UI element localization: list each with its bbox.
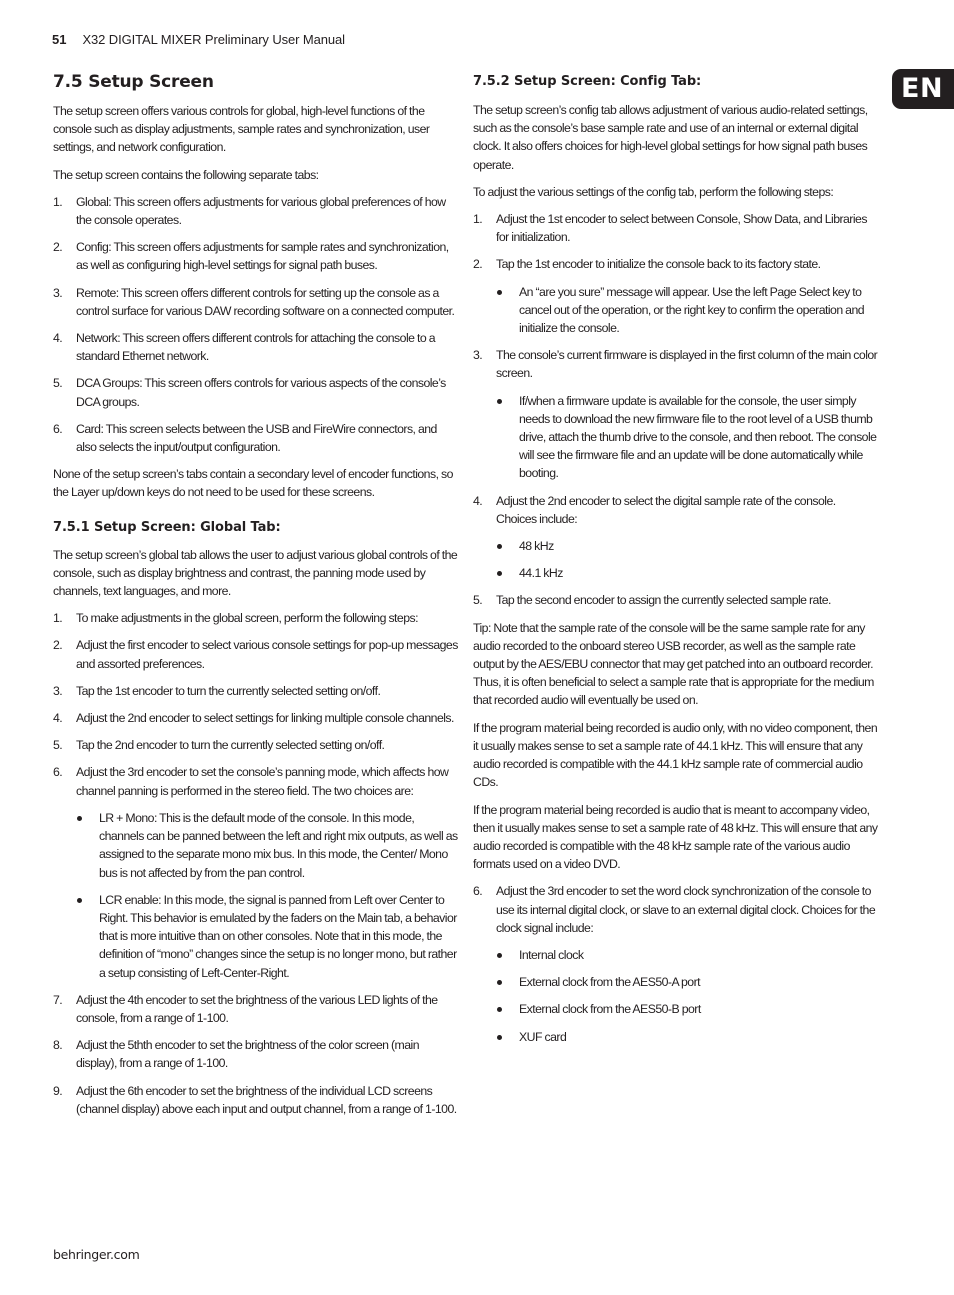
global-steps-list — [53, 609, 458, 1118]
list-item: 2. Config: This screen offers adjustments for sample rates and synchronization, as well as configuring high-level settings for signal path buses. — [53, 240, 449, 273]
section-title: 7.5 Setup Screen — [53, 72, 214, 92]
list-item: 2. Adjust the first encoder to select various console settings for pop-up messages and assorted preferences. — [53, 638, 458, 671]
clock-steps-list — [473, 882, 878, 1045]
global-intro-paragraph: The setup screen’s global tab allows the user to adjust various global controls of the console, such as display brightness and contrast, the panning mode used by channels, text languages, and more. — [53, 547, 458, 599]
left-column — [53, 70, 458, 1127]
clock-source-list — [496, 946, 878, 1046]
sample-rate-list — [496, 537, 878, 582]
list-item: 6. Card: This screen selects between the USB and FireWire connectors, and also selects the input/output configuration. — [53, 421, 437, 455]
list-item: 1. Global: This screen offers adjustments for various global preferences of how the console operates. — [53, 194, 446, 228]
page-header — [52, 31, 345, 49]
list-item: 3. Tap the 1st encoder to turn the currently selected setting on/off. — [53, 683, 381, 698]
bullet-icon — [497, 399, 502, 404]
bullet-icon — [497, 1035, 502, 1040]
tabs-note-paragraph: None of the setup screen’s tabs contain a secondary level of encoder functions, so the Layer up/down keys do not need to be used for these screens. — [53, 467, 453, 500]
list-item: 5. Tap the second encoder to assign the currently selected sample rate. — [473, 593, 831, 608]
bullet-icon — [497, 571, 502, 576]
bullet-item: XUF card — [496, 1028, 878, 1046]
list-item: 3. Remote: This screen offers different controls for setting up the console as a control surface for various DAW recording software on a connected computer. — [53, 285, 455, 318]
bullet-item: 48 kHz — [496, 537, 878, 555]
bullet-item: External clock from the AES50-A port — [496, 973, 878, 991]
page-number: 51 — [52, 32, 67, 47]
config-steps-intro-paragraph: To adjust the various settings of the config tab, perform the following steps: — [473, 184, 834, 199]
language-tab: EN — [892, 69, 954, 109]
bullet-icon — [497, 290, 502, 295]
bullet-item: 44.1 kHz — [496, 564, 878, 582]
bullet-item: LR + Mono: This is the default mode of the console. In this mode, channels can be panned between the left and right mix outputs, as well as assigned to the separate mono mix bus. In this mode, the Center/ Mono bus is not affected by from the pan control. — [76, 809, 458, 882]
list-item: 3. The console’s current firmware is displayed in the first column of the main color screen. If/when a firmware update is available for the console, the user simply needs to download the new firmware file to the root level of a USB thumb drive, attach the thumb drive to the console, and then reboot. The console will see the firmware file and an update will be done automatically while booting. — [473, 346, 878, 482]
bullet-item: If/when a firmware update is available for the console, the user simply needs to download the new firmware file to the root level of a USB thumb drive, attach the thumb drive to the console, and then reboot. The console will see the firmware file and an update will be done automatically while booting. — [496, 392, 878, 483]
pan-mode-list — [76, 809, 458, 982]
list-item: 4. Adjust the 2nd encoder to select settings for linking multiple console channels. — [53, 711, 454, 726]
list-item: 2. Tap the 1st encoder to initialize the console back to its factory state. An “are you sure” message will appear. Use the left Page Select key to cancel out of the operation, or the right key to confirm the operation and initialize the console. — [473, 255, 878, 337]
list-item: 4. Network: This screen offers different controls for attaching the console to a standard Ethernet network. — [53, 331, 435, 364]
footer-website: behringer.com — [53, 1247, 140, 1262]
bullet-item: An “are you sure” message will appear. Use the left Page Select key to cancel out of the operation, or the right key to confirm the operation and initialize the console. — [496, 283, 878, 338]
bullet-icon — [497, 1007, 502, 1012]
list-item: 6. Adjust the 3rd encoder to set the word clock synchronization of the console to use its internal digital clock, or slave to an external digital clock. Choices for the clock signal include: Internal clock External clock from the AES50-A port External clock from the AES50-B port XUF card — [473, 882, 878, 1045]
bullet-icon — [497, 953, 502, 958]
list-item: 7. Adjust the 4th encoder to set the brightness of the various LED lights of the console, from a range of 1-100. — [53, 992, 438, 1025]
confirm-bullet-list — [496, 283, 878, 338]
config-tab-title: 7.5.2 Setup Screen: Config Tab: — [473, 74, 702, 89]
bullet-item: External clock from the AES50-B port — [496, 1000, 878, 1018]
list-item: 5. Tap the 2nd encoder to turn the currently selected setting on/off. — [53, 738, 385, 753]
list-item: 5. DCA Groups: This screen offers controls for various aspects of the console’s DCA groups. — [53, 376, 446, 409]
list-item: 4. Adjust the 2nd encoder to select the digital sample rate of the console. Choices include: 48 kHz 44.1 kHz — [473, 492, 878, 583]
bullet-icon — [77, 898, 82, 903]
global-tab-title: 7.5.1 Setup Screen: Global Tab: — [53, 519, 281, 535]
bullet-item: LCR enable: In this mode, the signal is panned from Left over Center to Right. This behavior is emulated by the faders on the Main tab, a behavior that is more intuitive than on other consoles. Note that in this mode, the definition of “mono” changes since the setup is no longer mono, but rather a setup consisting of Left-Center-Right. — [76, 891, 458, 982]
config-steps-list — [473, 210, 878, 610]
audio-only-paragraph: If the program material being recorded is audio only, with no video component, then it usually makes sense to set a sample rate of 44.1 kHz. This will ensure that any audio recorded is compatible with the 44.1 kHz sample rate of commercial audio CDs. — [473, 720, 878, 790]
list-item: 8. Adjust the 5thth encoder to set the brightness of the color screen (main display), from a range of 1-100. — [53, 1038, 420, 1071]
list-item: 9. Adjust the 6th encoder to set the brightness of the individual LCD screens (channel display) above each input and output channel, from a range of 1-100. — [53, 1083, 457, 1116]
bullet-icon — [497, 980, 502, 985]
list-item: 6. Adjust the 3rd encoder to set the console’s panning mode, which affects how channel panning is performed in the stereo field. The two choices are: LR + Mono: This is the default mode of the console. In this mode, channels can be panned between the left and right mix outputs, as well as assigned to the separate mono mix bus. In this mode, the Center/ Mono bus is not affected by from the pan control. LCR enable: In this mode, the signal is panned from Left over Center to Right. This behavior is emulated by the faders on the Main tab, a behavior that is more intuitive than on other consoles. Note that in this mode, the definition of “mono” changes since the setup is no longer mono, but rather a setup consisting of Left-Center-Right. — [53, 763, 458, 981]
video-paragraph: If the program material being recorded is audio that is meant to accompany video, then it usually makes sense to set a sample rate of 48 kHz. This will ensure that any audio recorded is compatible with the 48 kHz sample rate of the various audio formats used on a video DVD. — [473, 802, 878, 872]
tabs-intro-paragraph: The setup screen contains the following separate tabs: — [53, 167, 319, 182]
list-item: 1. To make adjustments in the global screen, perform the following steps: — [53, 611, 418, 626]
manual-title: X32 DIGITAL MIXER Preliminary User Manual — [82, 32, 345, 47]
firmware-bullet-list — [496, 392, 878, 483]
config-intro-paragraph: The setup screen’s config tab allows adjustment of various audio-related settings, such as the console’s base sample rate and use of an internal or external digital clock. It also offers choices for high-level global settings for how signal path buses operate. — [473, 103, 868, 172]
list-item: 1. Adjust the 1st encoder to select between Console, Show Data, and Libraries for initialization. — [473, 212, 867, 245]
tip-paragraph: Tip: Note that the sample rate of the console will be the same sample rate for any audio recorded to the onboard stereo USB recorder, as well as the sample rate output by the AES/EBU connector that may get patched into an outboard recorder. Thus, it is often beneficial to select a sample rate that is appropriate for the medium that recorded audio will eventually be used on. — [473, 620, 874, 708]
bullet-icon — [77, 816, 82, 821]
intro-paragraph: The setup screen offers various controls for global, high-level functions of the console such as display adjustments, sample rates and synchronization, user settings, and network configuration. — [53, 104, 430, 155]
bullet-icon — [497, 544, 502, 549]
right-column — [473, 70, 878, 1055]
bullet-item: Internal clock — [496, 946, 878, 964]
tabs-list — [53, 193, 458, 456]
